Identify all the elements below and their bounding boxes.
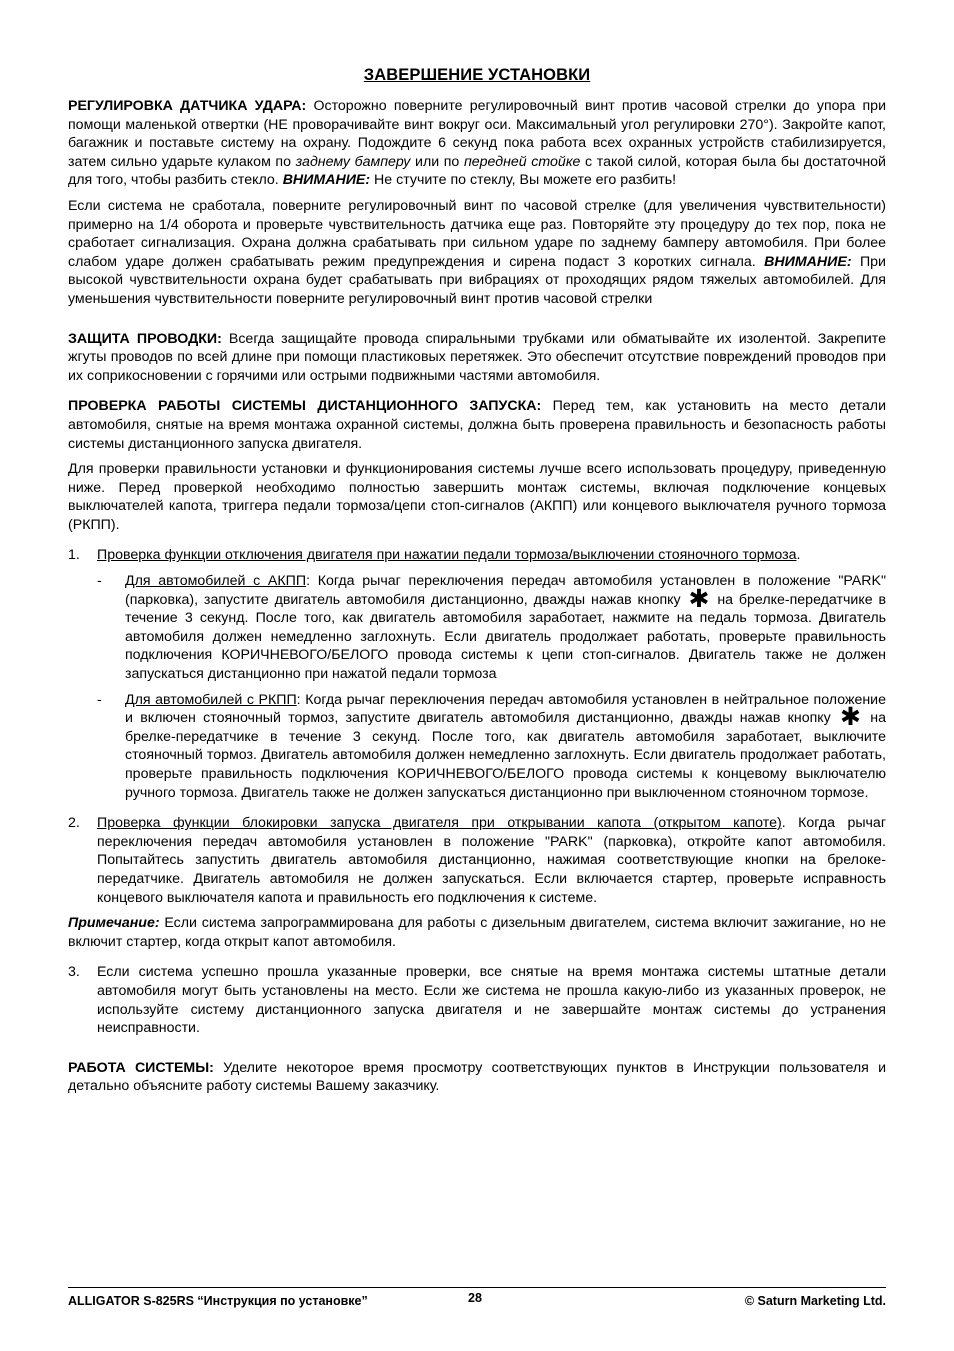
operation-text: Уделите некоторое время просмотру соответствующих пунктов в Инструкции пользователя и детально объясните работу системы Вашему заказчику.: [68, 1059, 886, 1095]
operation-heading: РАБОТА СИСТЕМЫ:: [68, 1059, 214, 1076]
item2-title: Проверка функции блокировки запуска двигателя при открывании капота (открытом капоте): [97, 815, 782, 832]
document-page: [68, 66, 886, 1096]
list-number-1: 1.: [68, 547, 80, 564]
akpp-text-b: на брелке-передатчике в течение 3 секунд. После того, как двигатель автомобиля заработает, нажмите на педаль тормоза. Двигатель автомобиля должен немедленно заглохнуть. Если двигатель продолжает работать, проверьте правильность подключения КОРИЧНЕВОГО/БЕЛОГО провода системы к цепи стоп-сигналов. Двигатель также не должен запускаться дистанционно при нажатой педали тормоза: [125, 591, 886, 683]
note-paragraph: [68, 914, 886, 951]
shock-adjust-paragraph: [68, 197, 886, 309]
list-number-2: 2.: [68, 815, 80, 832]
dash-bullet: -: [97, 691, 102, 708]
wiring-text: Всегда защищайте провода спиральными трубками или обматывайте их изолентой. Закрепите жгуты проводов по всей длине при помощи пластиковых перетяжек. Это обеспечит отсутствие повреждений проводов при их соприкосновении с горячими или острыми подвижными частями автомобиля.: [68, 330, 886, 384]
asterisk-button-icon: ✱: [688, 584, 710, 613]
rkpp-label: Для автомобилей с РКПП: [125, 691, 297, 708]
operation-paragraph: [68, 1059, 886, 1096]
shock-p2-b: При высокой чувствительности охрана будет срабатывать при вибрациях от проходящих рядом тяжелых автомобилей. Для уменьшения чувствительности поверните регулировочный винт против часовой стрелки: [68, 253, 886, 307]
list-item-1: [68, 546, 886, 565]
shock-text-1: Осторожно поверните регулировочный винт против часовой стрелки до упора при помощи маленькой отвертки (НЕ проворачивайте винт вокруг оси. Максимальный угол регулировки 270°). Закройте капот, багажник и поставьте систему на охрану. Подождите 6 секунд пока работа всех охранных устройств стабилизируется, затем сильно ударьте кулаком по: [68, 98, 886, 170]
note-text: Если система запрограммирована для работы с дизельным двигателем, система включит зажигание, но не включит стартер, когда открыт капот автомобиля.: [68, 915, 886, 950]
footer-copyright: © Saturn Marketing Ltd.: [744, 1294, 886, 1308]
remote-procedure-paragraph: Для проверки правильности установки и функционирования системы лучше всего использовать процедуру, приведенную ниже. Перед проверкой необходимо полностью завершить монтаж системы, включая подключение концевых выключателей капота, триггера педали тормоза/цепи стоп-сигналов (АКПП) или концевого выключателя ручного тормоза (РКПП).: [68, 461, 886, 533]
page-title: ЗАВЕРШЕНИЕ УСТАНОВКИ: [363, 66, 591, 84]
wiring-paragraph: [68, 330, 886, 386]
item1-title: Проверка функции отключения двигателя при нажатии педали тормоза/выключении стояночного тормоза: [97, 547, 797, 564]
item1-end: .: [796, 547, 801, 564]
shock-sensor-paragraph: [68, 97, 886, 190]
shock-warning-label-2: ВНИМАНИЕ:: [764, 253, 852, 270]
list-number-3: 3.: [68, 964, 80, 981]
asterisk-button-icon: ✱: [840, 703, 861, 732]
footer-document-title: ALLIGATOR S-825RS “Инструкция по установке”: [68, 1294, 368, 1308]
wiring-heading: ЗАЩИТА ПРОВОДКИ:: [68, 330, 222, 347]
footer-divider: [68, 1287, 886, 1288]
shock-text-2: или по: [410, 153, 464, 170]
shock-rear-bumper: заднему бамперу: [295, 153, 411, 170]
sub-item-rkpp: [68, 691, 886, 803]
item3-text: Если система успешно прошла указанные проверки, все снятые на время монтажа системы штатные детали автомобиля могут быть установлены на место. Если же система не прошла какую-либо из указанных проверок, не используйте систему дистанционного запуска двигателя и не завершайте монтаж системы до устранения неисправности.: [97, 964, 886, 1037]
shock-text-3: с такой силой, которая была бы достаточной для того, чтобы разбить стекло.: [68, 153, 886, 189]
remote-heading: ПРОВЕРКА РАБОТЫ СИСТЕМЫ ДИСТАНЦИОННОГО ЗАПУСКА:: [68, 398, 542, 415]
akpp-text-a: : Когда рычаг переключения передач автомобиля установлен в положение "PARK" (парковка), запустите двигатель автомобиля дистанционно, дважды нажав кнопку: [125, 573, 887, 608]
shock-warning-label: ВНИМАНИЕ:: [282, 172, 371, 189]
list-item-3: [68, 963, 886, 1037]
dash-bullet: -: [97, 573, 102, 590]
shock-text-4: Не стучите по стеклу, Вы можете его разбить!: [370, 172, 677, 189]
rkpp-text-b: на брелке-передатчике в течение 3 секунд. После того, как двигатель автомобиля заработает, выключите стояночный тормоз. Двигатель автомобиля должен немедленно заглохнуть. Если двигатель продолжает работать, проверьте правильность подключения КОРИЧНЕВОГО/БЕЛОГО провода системы к концевому выключателю ручного тормоза. Двигатель также не должен запускаться дистанционно при выключенном стояночном тормозе.: [125, 710, 886, 801]
shock-p2-a: Если система не сработала, поверните регулировочный винт по часовой стрелке (для увеличения чувствительности) примерно на 1/4 оборота и проверьте чувствительность датчика еще раз. Повторяйте эту процедуру до тех пор, пока не сработает сигнализация. Охрана должна срабатывать при сильном ударе по заднему бамперу автомобиля. При более слабом ударе должен срабатывать режим предупреждения и сирена подаст 3 коротких сигнала.: [68, 197, 886, 270]
rkpp-text-a: : Когда рычаг переключения передач автомобиля установлен в нейтральное положение и включен стояночный тормоз, запустите двигатель автомобиля дистанционно, дважды нажав кнопку: [125, 691, 887, 727]
remote-text: Перед тем, как установить на место детали автомобиля, снятые на время монтажа охранной системы, должна быть проверена правильность и безопасность работы системы дистанционного запуска двигателя.: [68, 398, 887, 452]
list-item-2: [68, 814, 886, 907]
shock-heading: РЕГУЛИРОВКА ДАТЧИКА УДАРА:: [68, 98, 307, 114]
note-label: Примечание:: [68, 915, 160, 932]
sub-item-akpp: [68, 572, 886, 684]
shock-front-pillar: передней стойке: [463, 153, 581, 170]
item2-text: . Когда рычаг переключения передач автомобиля установлен в положение "PARK" (парковка), откройте капот автомобиля. Попытайтесь запустить двигатель автомобиля дистанционно, нажимая соответствующие кнопки на брелоке-передатчике. Двигатель автомобиля не должен запускаться. Если включается стартер, проверьте исправность концевого выключателя капота и правильность его подключения к системе.: [97, 815, 887, 906]
page-number: 28: [468, 1291, 482, 1305]
remote-start-paragraph: [68, 397, 886, 453]
akpp-label: Для автомобилей с АКПП: [125, 573, 307, 590]
